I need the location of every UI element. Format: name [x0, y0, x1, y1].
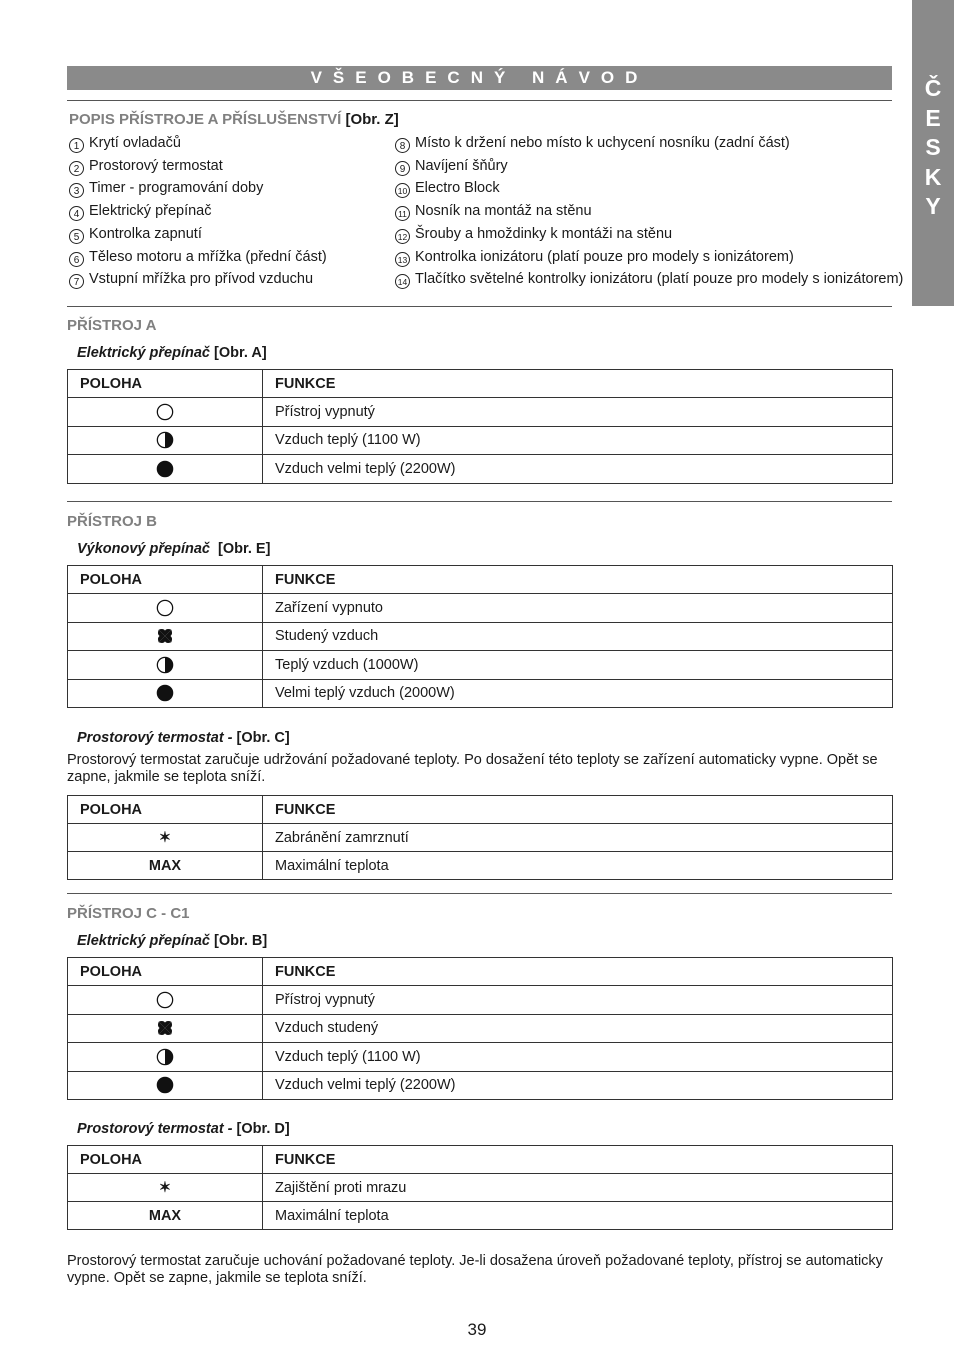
part-number: 8 [395, 138, 410, 153]
thermostat-label-text: Prostorový termostat - [77, 730, 233, 746]
switch-figure-ref: [Obr. E] [218, 541, 271, 557]
part-item [395, 156, 508, 176]
table-row [68, 398, 893, 427]
column-header-position: POLOHA [68, 370, 263, 398]
part-number: 12 [395, 229, 410, 244]
tab-letter: S [925, 134, 941, 160]
table-row [68, 852, 893, 880]
part-label: Vstupní mřížka pro přívod vzduchu [89, 271, 314, 288]
section-header-bar [67, 66, 892, 90]
part-item [395, 224, 672, 244]
device-c-switch-label [77, 933, 267, 949]
function-value: Vzduch velmi teplý (2200W) [263, 1071, 893, 1100]
switch-figure-ref: [Obr. B] [214, 933, 268, 949]
table-row [68, 455, 893, 484]
table-row [68, 622, 893, 651]
table-row [68, 1202, 893, 1230]
column-header-function: FUNKCE [263, 370, 893, 398]
column-header-function: FUNKCE [263, 958, 893, 986]
part-label: Elektrický přepínač [89, 203, 212, 220]
part-label: Šrouby a hmoždinky k montáži na stěnu [415, 225, 673, 242]
table-row [68, 594, 893, 623]
description-title-text: POPIS PŘÍSTROJE A PŘÍSLUŠENSTVÍ [69, 111, 342, 128]
function-value: Studený vzduch [263, 622, 893, 651]
divider [67, 501, 892, 502]
column-header-position: POLOHA [68, 1146, 263, 1174]
part-number: 1 [69, 138, 84, 153]
circle-full-icon [68, 679, 263, 708]
part-item [69, 269, 313, 289]
part-item [69, 156, 223, 176]
part-item [69, 247, 327, 267]
part-label: Navíjení šňůry [415, 157, 508, 174]
function-value: Velmi teplý vzduch (2000W) [263, 679, 893, 708]
switch-label-text: Výkonový přepínač [77, 541, 210, 557]
part-number: 14 [395, 274, 410, 289]
function-value: Zařízení vypnuto [263, 594, 893, 623]
divider [67, 893, 892, 894]
part-label: Kontrolka zapnutí [89, 225, 202, 242]
part-item [395, 133, 790, 153]
column-header-position: POLOHA [68, 958, 263, 986]
circle-empty-icon [68, 398, 263, 427]
table-header-row [68, 958, 893, 986]
function-value: Vzduch teplý (1100 W) [263, 426, 893, 455]
switch-label-text: Elektrický přepínač [77, 345, 210, 361]
function-value: Vzduch velmi teplý (2200W) [263, 455, 893, 484]
table-header-row [68, 796, 893, 824]
circle-half-icon [68, 651, 263, 680]
switch-label-text: Elektrický přepínač [77, 933, 210, 949]
function-value: Maximální teplota [263, 852, 893, 880]
table-header-row [68, 566, 893, 594]
language-tab-letters [912, 74, 954, 222]
column-header-position: POLOHA [68, 566, 263, 594]
part-label: Tlačítko světelné kontrolky ionizátoru (platí pouze pro modely s ionizátorem) [415, 271, 904, 288]
table-row [68, 679, 893, 708]
table-header-row [68, 370, 893, 398]
circle-half-icon [68, 426, 263, 455]
part-item [69, 201, 212, 221]
table-row [68, 986, 893, 1015]
part-item [69, 224, 202, 244]
function-value: Vzduch teplý (1100 W) [263, 1043, 893, 1072]
circle-full-icon [68, 1071, 263, 1100]
part-label: Kontrolka ionizátoru (platí pouze pro modely s ionizátorem) [415, 248, 794, 265]
page-number: 39 [467, 1320, 487, 1339]
part-number: 4 [69, 206, 84, 221]
part-item [69, 178, 263, 198]
circle-full-icon [68, 455, 263, 484]
tab-letter: K [924, 163, 942, 190]
part-number: 5 [69, 229, 84, 244]
part-number: 3 [69, 183, 84, 198]
function-value: Maximální teplota [263, 1202, 893, 1230]
device-a-title: PŘÍSTROJ A [67, 317, 157, 334]
device-c-title: PŘÍSTROJ C - C1 [67, 905, 190, 922]
circle-half-icon [68, 1043, 263, 1072]
tab-letter: Y [925, 193, 941, 219]
part-item [395, 201, 592, 221]
part-item [69, 133, 181, 153]
table-row [68, 824, 893, 852]
part-number: 7 [69, 274, 84, 289]
description-title [69, 111, 399, 128]
position-value: MAX [68, 1202, 263, 1230]
part-number: 10 [395, 183, 410, 198]
part-number: 9 [395, 161, 410, 176]
device-b-thermostat-table [67, 795, 893, 880]
thermostat-figure-ref: [Obr. D] [236, 1121, 290, 1137]
column-header-function: FUNKCE [263, 566, 893, 594]
tab-letter: Č [924, 75, 942, 101]
part-label: Místo k držení nebo místo k uchycení nosníku (zadní část) [415, 135, 790, 151]
table-row [68, 426, 893, 455]
device-c-footer-text: Prostorový termostat zaručuje uchování požadované teploty. Je-li dosažena úroveň požadované teploty, přístroj se automaticky vypne. Opět se zapne, jakmile se teplota sníží. [67, 1253, 883, 1286]
page-title: VŠEOBECNÝ NÁVOD [310, 68, 649, 87]
function-value: Zajištění proti mrazu [263, 1174, 893, 1202]
column-header-function: FUNKCE [263, 1146, 893, 1174]
position-value: ✶ [68, 824, 263, 852]
tab-letter: E [925, 104, 941, 131]
device-b-switch-table [67, 565, 893, 708]
device-c-thermostat-table [67, 1145, 893, 1230]
language-tab [912, 0, 954, 306]
device-b-thermostat-text: Prostorový termostat zaručuje udržování požadované teploty. Po dosažení této teploty se zařízení automaticky vypne. Opět se zapne, jakmile se teplota sníží. [67, 752, 878, 785]
part-label: Electro Block [415, 180, 500, 197]
part-number: 11 [395, 206, 410, 221]
description-figure-ref: [Obr. Z] [345, 111, 399, 128]
part-number: 6 [69, 252, 84, 267]
function-value: Přístroj vypnutý [263, 398, 893, 427]
thermostat-label-text: Prostorový termostat - [77, 1121, 233, 1137]
part-label: Krytí ovladačů [89, 135, 181, 151]
part-label: Prostorový termostat [89, 157, 223, 174]
device-c-switch-table [67, 957, 893, 1100]
table-row [68, 1043, 893, 1072]
function-value: Přístroj vypnutý [263, 986, 893, 1015]
table-row [68, 1174, 893, 1202]
part-label: Timer - programování doby [89, 180, 264, 197]
device-b-title: PŘÍSTROJ B [67, 513, 158, 530]
function-value: Zabránění zamrznutí [263, 824, 893, 852]
part-item [395, 178, 500, 198]
circle-empty-icon [68, 986, 263, 1015]
part-number: 2 [69, 161, 84, 176]
device-c-thermostat-label [77, 1121, 290, 1137]
device-a-switch-label [77, 345, 267, 361]
fan-icon [68, 1014, 263, 1043]
thermostat-figure-ref: [Obr. C] [236, 730, 290, 746]
fan-icon [68, 622, 263, 651]
part-label: Nosník na montáž na stěnu [415, 203, 592, 220]
table-row [68, 651, 893, 680]
device-b-thermostat-label [77, 730, 290, 746]
device-a-switch-table [67, 369, 893, 484]
part-label: Těleso motoru a mřížka (přední část) [89, 248, 327, 265]
divider [67, 306, 892, 307]
table-row [68, 1014, 893, 1043]
table-row [68, 1071, 893, 1100]
column-header-position: POLOHA [68, 796, 263, 824]
circle-empty-icon [68, 594, 263, 623]
part-number: 13 [395, 252, 410, 267]
function-value: Teplý vzduch (1000W) [263, 651, 893, 680]
position-value: ✶ [68, 1174, 263, 1202]
divider [67, 100, 892, 101]
part-item [395, 247, 794, 267]
table-header-row [68, 1146, 893, 1174]
column-header-function: FUNKCE [263, 796, 893, 824]
position-value: MAX [68, 852, 263, 880]
function-value: Vzduch studený [263, 1014, 893, 1043]
part-item [395, 269, 903, 289]
switch-figure-ref: [Obr. A] [214, 345, 267, 361]
device-b-switch-label [77, 541, 270, 557]
